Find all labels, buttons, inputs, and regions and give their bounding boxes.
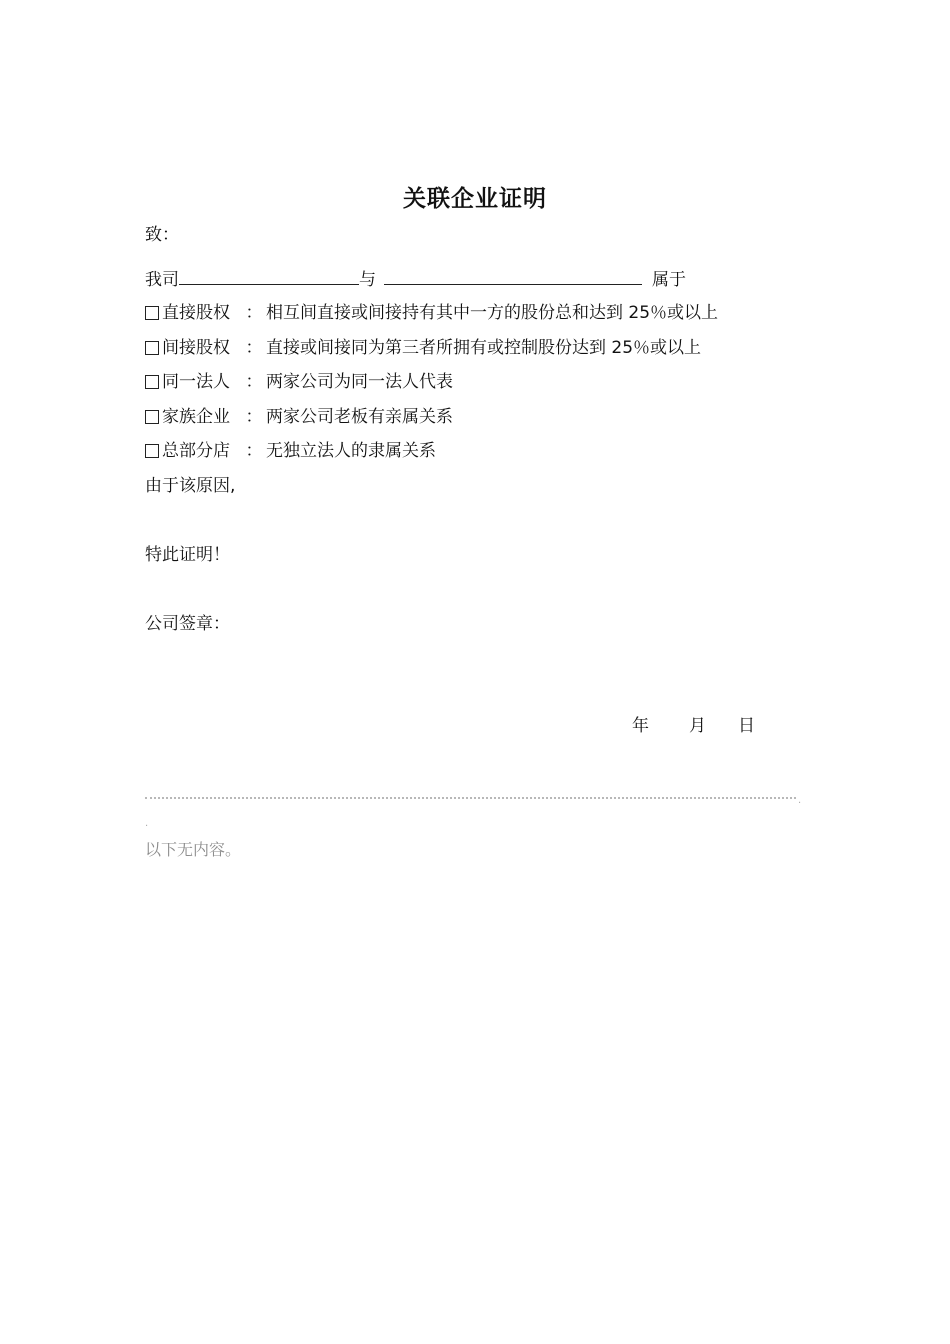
intro-belongs: 属于 [652,270,686,290]
option-colon: ： [245,338,263,358]
option-checkbox[interactable] [145,444,159,458]
option-desc: 无独立法人的隶属关系 [266,441,436,461]
recipient-label: 致： [145,225,179,245]
footer-note: 以下无内容。 [145,840,242,859]
option-label: 家族企业 [162,407,230,427]
option-checkbox[interactable] [145,410,159,424]
option-checkbox[interactable] [145,306,159,320]
seal-label: 公司签章： [145,614,230,634]
option-desc: 相互间直接或间接持有其中一方的股份总和达到 25％或以上 [266,303,719,323]
option-checkbox[interactable] [145,341,159,355]
option-colon: ： [245,407,263,427]
option-label: 直接股权 [162,303,230,323]
reason-text: 由于该原因, [145,476,236,496]
intro-we: 我司 [145,270,179,290]
option-checkbox[interactable] [145,375,159,389]
option-row [145,440,436,462]
date-line [632,711,755,736]
certify-text: 特此证明！ [145,545,230,565]
document-title: 关联企业证明 [403,185,547,212]
option-colon: ： [245,441,263,461]
option-row [145,302,718,324]
intro-with: 与 [359,270,376,290]
dotted-separator [145,797,796,799]
option-colon: ： [245,372,263,392]
option-desc: 直接或间接同为第三者所拥有或控制股份达到 25％或以上 [266,338,702,358]
intro-line [145,268,686,291]
option-colon: ： [245,303,263,323]
option-row [145,337,701,359]
separator-end-mark: . [798,795,802,806]
option-label: 总部分店 [162,441,230,461]
related-company-blank[interactable] [384,268,642,285]
option-desc: 两家公司为同一法人代表 [266,372,453,392]
option-row [145,406,453,428]
separator-start-mark: . [145,818,149,829]
option-row [145,371,453,393]
date-year: 年 [632,716,649,736]
option-label: 间接股权 [162,338,230,358]
date-day: 日 [738,716,755,736]
date-month: 月 [689,716,706,736]
option-desc: 两家公司老板有亲属关系 [266,407,453,427]
company-name-blank[interactable] [179,268,359,285]
option-label: 同一法人 [162,372,230,392]
